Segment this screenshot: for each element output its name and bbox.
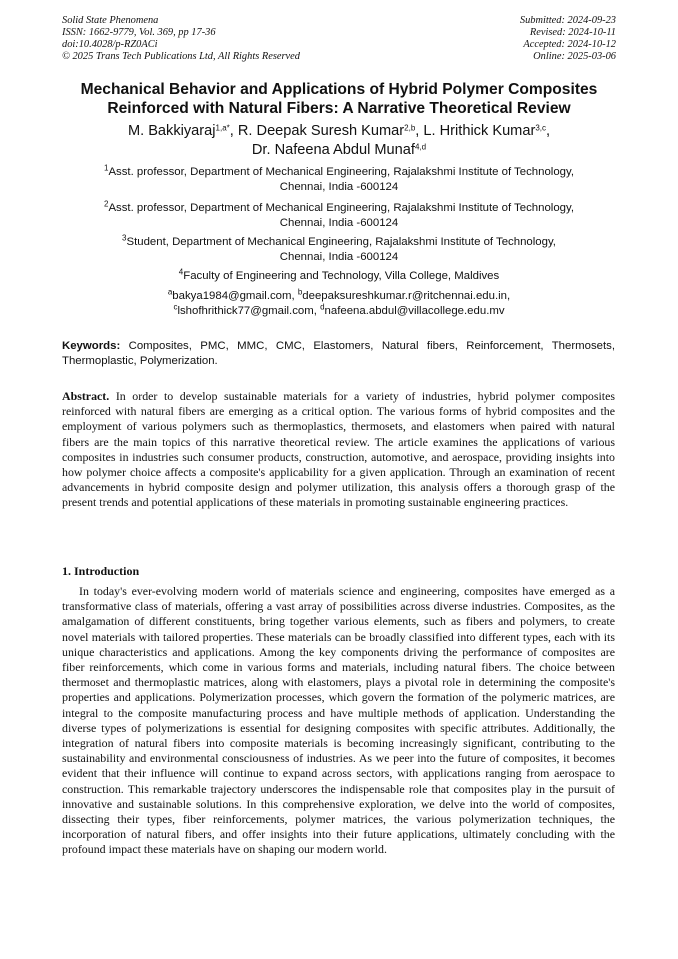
author-name: Dr. Nafeena Abdul Munaf bbox=[251, 142, 415, 158]
doi-link[interactable]: doi:10.4028/p-RZ0ACi bbox=[62, 39, 158, 50]
author-affiliation-marker: 3,c bbox=[535, 123, 546, 133]
affiliation-number: 3 bbox=[122, 233, 127, 243]
keywords-section bbox=[62, 339, 615, 368]
author-emails: $^a$bakya1984@gmail.com, $^b$deepaksureshkumar.r@ritchennai.edu.in, $^c$lshofhrithick77@gmail.com, $^d$nafeena.abdul@villacollege.edu.mv bbox=[167, 287, 511, 317]
affiliation-number: 1 bbox=[103, 163, 109, 173]
abstract-label: Abstract. bbox=[62, 389, 110, 403]
revised-date: Revised: 2024-10-11 bbox=[529, 27, 616, 38]
affiliation-text: Asst. professor, Department of Mechanical Engineering, Rajalakshmi Institute of Technology, bbox=[108, 166, 575, 178]
affiliation-text: Chennai, India -600124 bbox=[279, 180, 399, 193]
title-line: Reinforced with Natural Fibers: A Narrative Theoretical Review bbox=[107, 100, 571, 117]
accepted-date: Accepted: 2024-10-12 bbox=[523, 39, 616, 50]
copyright-notice: © 2025 Trans Tech Publications Ltd, All Rights Reserved bbox=[62, 51, 300, 62]
email-marker: a bbox=[167, 287, 173, 297]
affiliation bbox=[60, 201, 618, 230]
affiliation-number: 2 bbox=[103, 199, 109, 209]
affiliation bbox=[60, 165, 618, 194]
email-link[interactable]: nafeena.abdul@villacollege.edu.mv bbox=[324, 304, 505, 317]
author-affiliation-marker: 2,b bbox=[404, 123, 416, 133]
author-name: R. Deepak Suresh Kumar bbox=[237, 123, 405, 139]
email-marker: b bbox=[297, 287, 303, 297]
section-heading-introduction: 1. Introduction bbox=[62, 564, 140, 578]
author-affiliation-marker: 1,a* bbox=[215, 123, 230, 133]
affiliation-text: Student, Department of Mechanical Engineering, Rajalakshmi Institute of Technology, bbox=[126, 236, 556, 248]
abstract-section bbox=[62, 389, 615, 511]
author-name: L. Hrithick Kumar bbox=[423, 123, 536, 139]
keywords-text: Composites, PMC, MMC, CMC, Elastomers, Natural fibers, Reinforcement, Thermosets, Thermoplastic, Polymerization. bbox=[62, 340, 615, 367]
title-line: Mechanical Behavior and Applications of Hybrid Polymer Composites bbox=[80, 81, 598, 98]
affiliation bbox=[60, 235, 618, 264]
online-date: Online: 2025-03-06 bbox=[533, 51, 616, 62]
email-marker: d bbox=[320, 302, 325, 312]
journal-name: Solid State Phenomena bbox=[62, 15, 159, 26]
email-link[interactable]: lshofhrithick77@gmail.com bbox=[177, 304, 314, 317]
email-link[interactable]: deepaksureshkumar.r@ritchennai.edu.in bbox=[302, 290, 507, 302]
introduction-paragraph: In today's ever-evolving modern world of materials science and engineering, composites have emerged as a transformative class of materials, offering a vast array of possibilities across diverse industries. Composites, as the amalgamation of different constituents, bring together various elements, such as fibers and polymers, to create novel materials with tailored properties. These materials can be broadly classified into different types, each with its unique characteristics and applications. Among the key components driving the performance of composites are fiber reinforcements, which come in various forms and materials, including natural fibers. The choice between thermoset and thermoplastic matrices, along with elastomers, plays a pivotal role in determining the composite's properties and applications. Polymerization processes, which govern the formation of the polymeric matrices, are integral to the composite manufacturing process and have multiple methods of application. Understanding the diverse types of polymerizations is essential for designing composites with specific attributes. Additionally, the integration of natural fibers into composite materials is becoming increasingly significant, contributing to the sustainability and environmental consciousness of industries. As we peer into the future of composites, it becomes evident that their influence will continue to expand across sectors, with applications ranging from aerospace to construction. This remarkable trajectory underscores the indispensable role that composites play in the pursuit of innovative and sustainable solutions. In this comprehensive exploration, we delve into the world of composites, dissecting their types, fiber reinforcements, polymer matrices, the various polymerization techniques, the incorporation of natural fibers, and offer insights into their future applications, ultimately concluding with the profound impact these materials have on shaping our modern world. bbox=[62, 584, 615, 857]
submitted-date: Submitted: 2024-09-23 bbox=[519, 15, 616, 26]
journal-header-right bbox=[520, 15, 616, 63]
paper-title bbox=[40, 80, 638, 118]
journal-header-left bbox=[62, 15, 300, 63]
affiliation-text: Chennai, India -600124 bbox=[279, 250, 399, 263]
author-list: M. Bakkiyaraj$^{1,a*}$, R. Deepak Suresh Kumar$^{2,b}$, L. Hrithick Kumar$^{3,c}$, Dr. Nafeena Abdul Munaf$^{4,d}$ bbox=[127, 123, 551, 158]
affiliation-number: 4 bbox=[178, 267, 184, 277]
affiliation-text: Chennai, India -600124 bbox=[279, 216, 399, 229]
author-affiliation-marker: 4,d bbox=[414, 142, 427, 152]
affiliation-text: Asst. professor, Department of Mechanical Engineering, Rajalakshmi Institute of Technology, bbox=[108, 202, 575, 214]
email-link[interactable]: bakya1984@gmail.com bbox=[172, 290, 292, 302]
affiliation-text: Faculty of Engineering and Technology, Villa College, Maldives bbox=[183, 270, 500, 282]
issn-info: ISSN: 1662-9779, Vol. 369, pp 17-36 bbox=[62, 27, 216, 38]
keywords-label: Keywords: bbox=[62, 340, 121, 352]
author-name: M. Bakkiyaraj bbox=[127, 123, 216, 139]
email-marker: c bbox=[173, 302, 178, 312]
abstract-text: In order to develop sustainable materials for a variety of industries, hybrid polymer composites reinforced with natural fibers are emerging as a critical option. The various forms of hybrid composites and the employment of various polymers such as thermoplastics, thermosets, and elastomers when paired with natural fibers are the main topics of this narrative theoretical review. The article examines the applications of various composites in industries such consumer products, construction, automotive, and aerospace, providing insights into how polymer choice affects a composite's applicability for a given application. Through an examination of recent advancements in hybrid composite design and polymer utilization, this analysis offers a thorough grasp of the present trends and potential applications of these materials in promoting sustainable engineering practices. bbox=[62, 389, 615, 510]
affiliation bbox=[60, 269, 618, 284]
